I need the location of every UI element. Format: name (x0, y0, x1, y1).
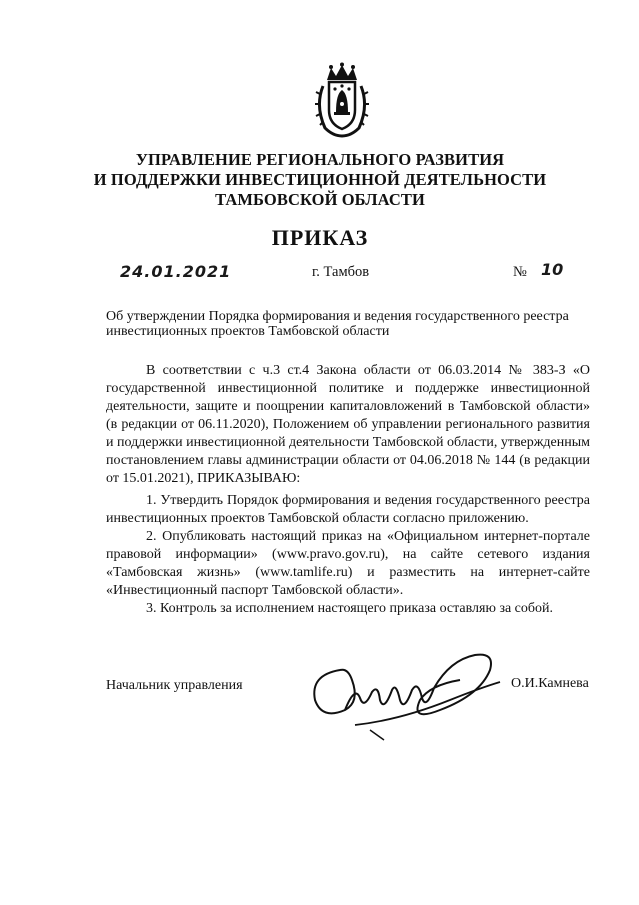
document-number-label: № (513, 264, 527, 280)
coat-of-arms-icon (313, 62, 371, 138)
signature-icon (300, 640, 520, 750)
item-2: 2. Опубликовать настоящий приказ на «Официальном интернет-портале правовой информации» (www.pravo.gov.ru), на сайте сетевого издания «Тамбовская жизнь» (www.tamlife.ru) и разместить на интернет-сайте «Инвестиционный паспорт Тамбовской области». (106, 529, 590, 598)
document-number: 10 (541, 260, 564, 279)
document-city: г. Тамбов (312, 264, 370, 280)
document-subject (106, 309, 596, 339)
preamble-paragraph: В соответствии с ч.3 ст.4 Закона области от 06.03.2014 № 383-З «О государственной инвестиционной политике и поддержке инвестиционной деятельности, защите и поощрении капиталовложений в Тамбовской области» (в редакции от 06.11.2020), Положением об управлении регионального развития и поддержки инвестиционной деятельности Тамбовской области, утвержденным постановлением главы администрации области от 04.06.2018 № 144 (в редакции от 15.01.2021), ПРИКАЗЫВАЮ: (106, 363, 590, 486)
subject-line-1: Об утверждении Порядка формирования и ведения государственного реестра (106, 309, 569, 324)
signatory-name: О.И.Камнева (511, 676, 589, 691)
organization-line-3: ТАМБОВСКОЙ ОБЛАСТИ (215, 190, 425, 209)
subject-line-2: инвестиционных проектов Тамбовской области (106, 324, 390, 339)
item-3: 3. Контроль за исполнением настоящего приказа оставляю за собой. (146, 601, 554, 616)
body-preamble (106, 362, 590, 488)
organization-name (60, 150, 580, 210)
signatory-position: Начальник управления (106, 678, 243, 693)
document-date: 24.01.2021 (120, 262, 232, 281)
body-items (106, 492, 590, 618)
organization-line-1: УПРАВЛЕНИЕ РЕГИОНАЛЬНОГО РАЗВИТИЯ (135, 150, 505, 169)
document-type-title: ПРИКАЗ (271, 225, 369, 250)
organization-line-2: И ПОДДЕРЖКИ ИНВЕСТИЦИОННОЙ ДЕЯТЕЛЬНОСТИ (93, 170, 547, 189)
item-1: 1. Утвердить Порядок формирования и ведения государственного реестра инвестиционных проектов Тамбовской области согласно приложению. (106, 493, 590, 526)
